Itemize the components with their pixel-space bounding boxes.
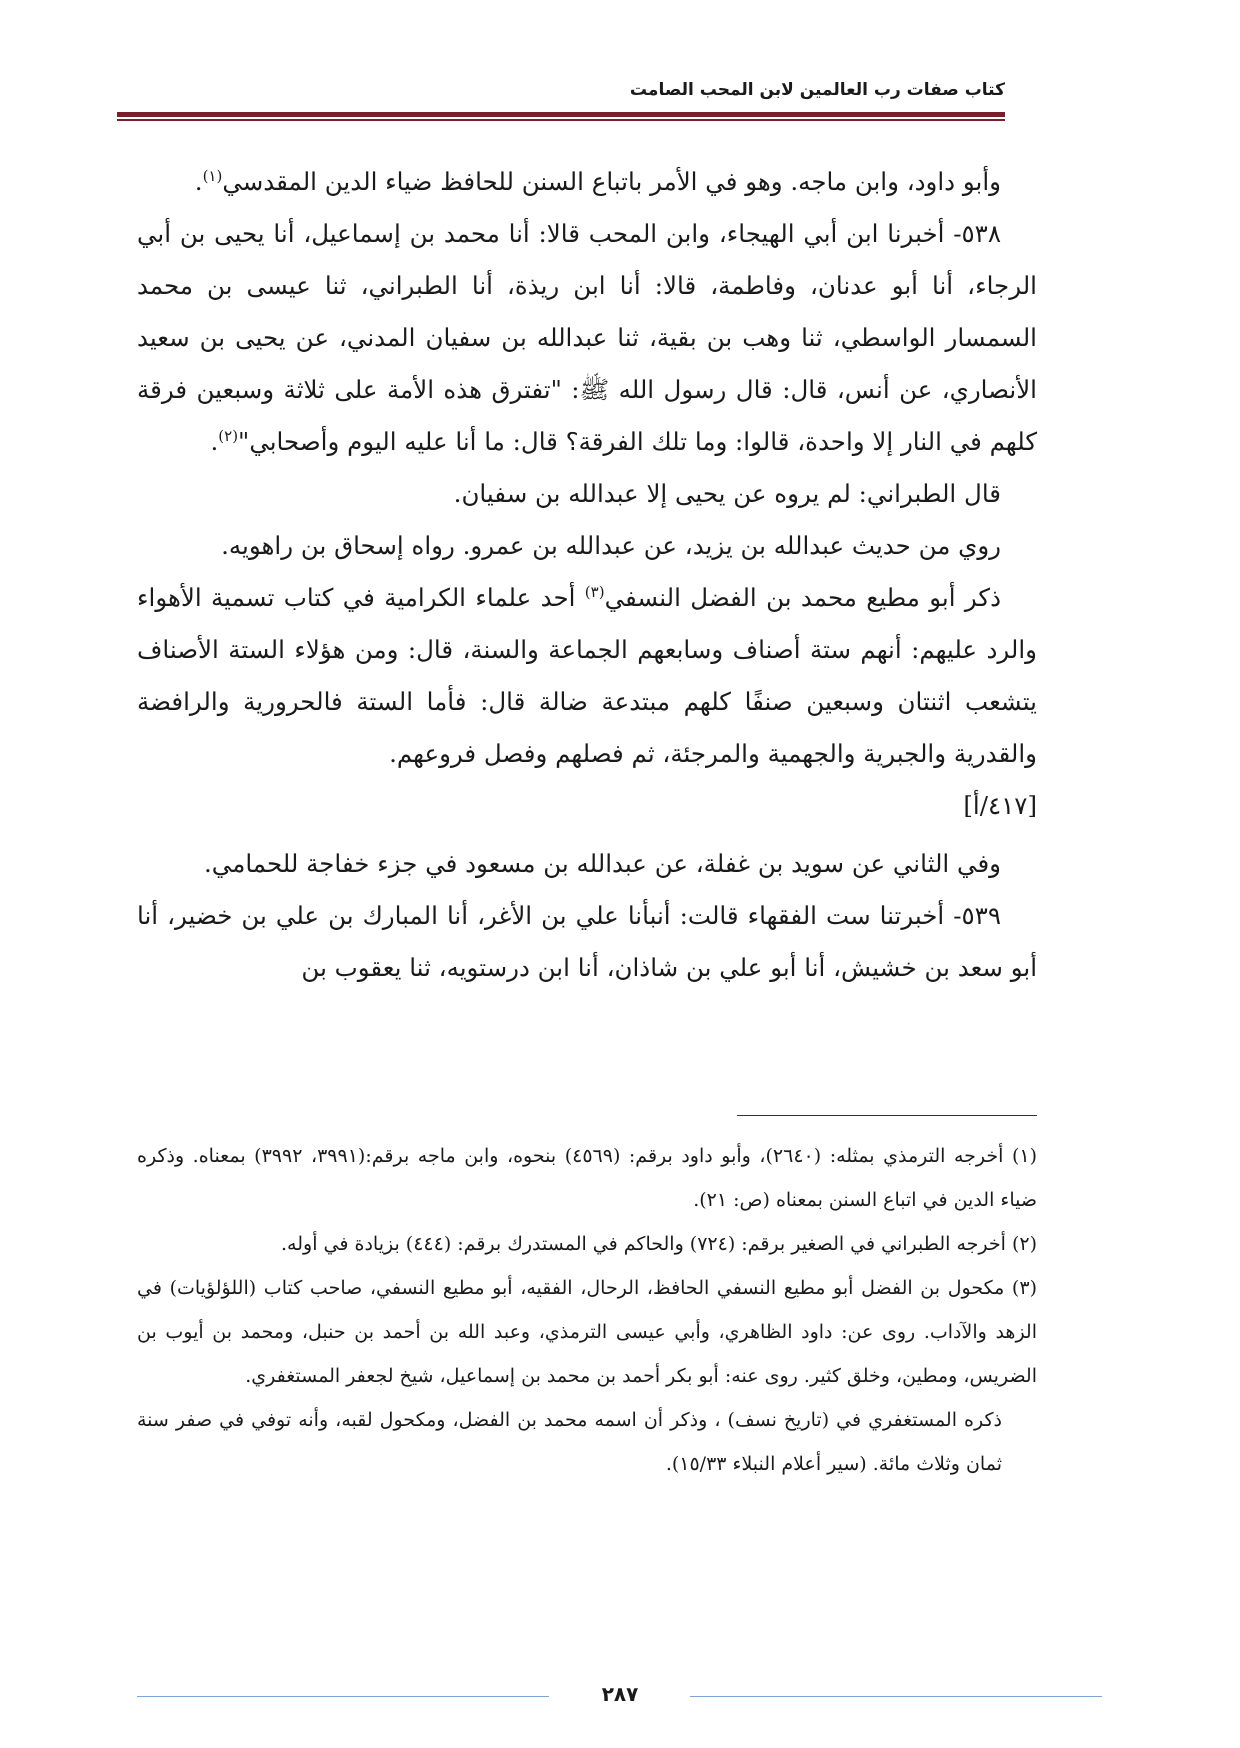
paragraph-text: ٥٣٨- أخبرنا ابن أبي الهيجاء، وابن المحب قالا: أنا محمد بن إسماعيل، أنا يحيى بن أبي الرجاء، أنا أبو عدنان، وفاطمة، قالا: أنا ابن ريذة، أنا الطبراني، ثنا عيسى بن محمد السمسار الواسطي، ثنا وهب بن بقية، ثنا عبدالله بن سفيان المدني، عن يحيى بن سعيد الأنصاري، عن أنس، قال: قال رسول الله ﷺ: "تفترق هذه الأمة على ثلاثة وسبعين فرقة كلهم في النار إلا واحدة، قالوا: وما تلك الفرقة؟ قال: ما أنا عليه اليوم وأصحابي"	[137, 219, 1037, 456]
paragraph: وفي الثاني عن سويد بن غفلة، عن عبدالله بن مسعود في جزء خفاجة للحمامي.	[204, 849, 1001, 878]
footnote-3-continuation: ذكره المستغفري في (تاريخ نسف) ، وذكر أن اسمه محمد بن الفضل، ومكحول لقبه، وأنه توفي في صفر سنة ثمان وثلاث مائة. (سير أعلام النبلاء ١٥/٣٣).	[137, 1409, 1002, 1475]
footnote-ref-3[interactable]: (٣)	[584, 582, 605, 601]
main-text	[137, 156, 1037, 994]
paragraph	[137, 572, 1037, 780]
footnote-2: (٢) أخرجه الطبراني في الصغير برقم: (٧٢٤) والحاكم في المستدرك برقم: (٤٤٤) بزيادة في أوله.	[281, 1233, 1037, 1255]
footnote-ref-1[interactable]: (١)	[202, 166, 223, 185]
footer-rule-left	[137, 1696, 549, 1697]
footnote-ref-2[interactable]: (٢)	[218, 426, 239, 445]
header-rule	[117, 112, 1005, 117]
paragraph-end: .	[194, 167, 203, 196]
paragraph-end: .	[210, 427, 219, 456]
paragraph: قال الطبراني: لم يروه عن يحيى إلا عبدالله بن سفيان.	[453, 479, 1001, 508]
footnote-1: (١) أخرجه الترمذي بمثله: (٢٦٤٠)، وأبو داود برقم: (٤٥٦٩) بنحوه، وابن ماجه برقم:(٣٩٩١، ٣٩٩٢) بمعناه. وذكره ضياء الدين في اتباع السنن بمعناه (ص: ٢١).	[137, 1145, 1037, 1211]
page-number: ٢٨٧	[601, 1682, 639, 1706]
paragraph: روي من حديث عبدالله بن يزيد، عن عبدالله بن عمرو. رواه إسحاق بن راهويه.	[221, 531, 1001, 560]
paragraph-text: ذكر أبو مطيع محمد بن الفضل النسفي	[604, 583, 1001, 612]
footer-rule-right	[690, 1696, 1102, 1697]
hadith-538	[137, 208, 1037, 468]
footnote-separator	[737, 1115, 1037, 1116]
footnote-3: (٣) مكحول بن الفضل أبو مطيع النسفي الحافظ، الرحال، الفقيه، أبو مطيع النسفي، صاحب كتاب (اللؤلؤيات) في الزهد والآداب. روى عن: داود الظاهري، وأبي عيسى الترمذي، وعبد الله بن أحمد بن حنبل، ومحمد بن أيوب بن الضريس، ومطين، وخلق كثير. روى عنه: أبو بكر أحمد بن محمد بن إسماعيل، شيخ لجعفر المستغفري.	[137, 1277, 1037, 1387]
paragraph-text: أحد علماء الكرامية في كتاب تسمية الأهواء والرد عليهم: أنهم ستة أصناف وسابعهم الجماعة والسنة، قال: ومن هؤلاء الستة الأصناف يتشعب اثنتان وسبعين صنفًا كلهم مبتدعة ضالة قال: فأما الستة فالحرورية والرافضة والقدرية والجبرية والجهمية والمرجئة، ثم فصلهم وفصل فروعهم.	[137, 583, 1037, 768]
running-header-title: كتاب صفات رب العالمين لابن المحب الصامت	[629, 80, 1005, 100]
header-rule-thin	[117, 119, 1005, 121]
manuscript-folio-marker: [٤١٧/أ]	[963, 791, 1037, 820]
paragraph	[137, 156, 1037, 208]
hadith-539: ٥٣٩- أخبرتنا ست الفقهاء قالت: أنبأنا علي بن الأغر، أنا المبارك بن علي بن خضير، أنا أبو سعد بن خشيش، أنا أبو علي بن شاذان، أنا ابن درستويه، ثنا يعقوب بن	[137, 901, 1037, 982]
paragraph-text: وأبو داود، وابن ماجه. وهو في الأمر باتباع السنن للحافظ ضياء الدين المقدسي	[222, 167, 1001, 196]
footnotes	[137, 1134, 1037, 1486]
